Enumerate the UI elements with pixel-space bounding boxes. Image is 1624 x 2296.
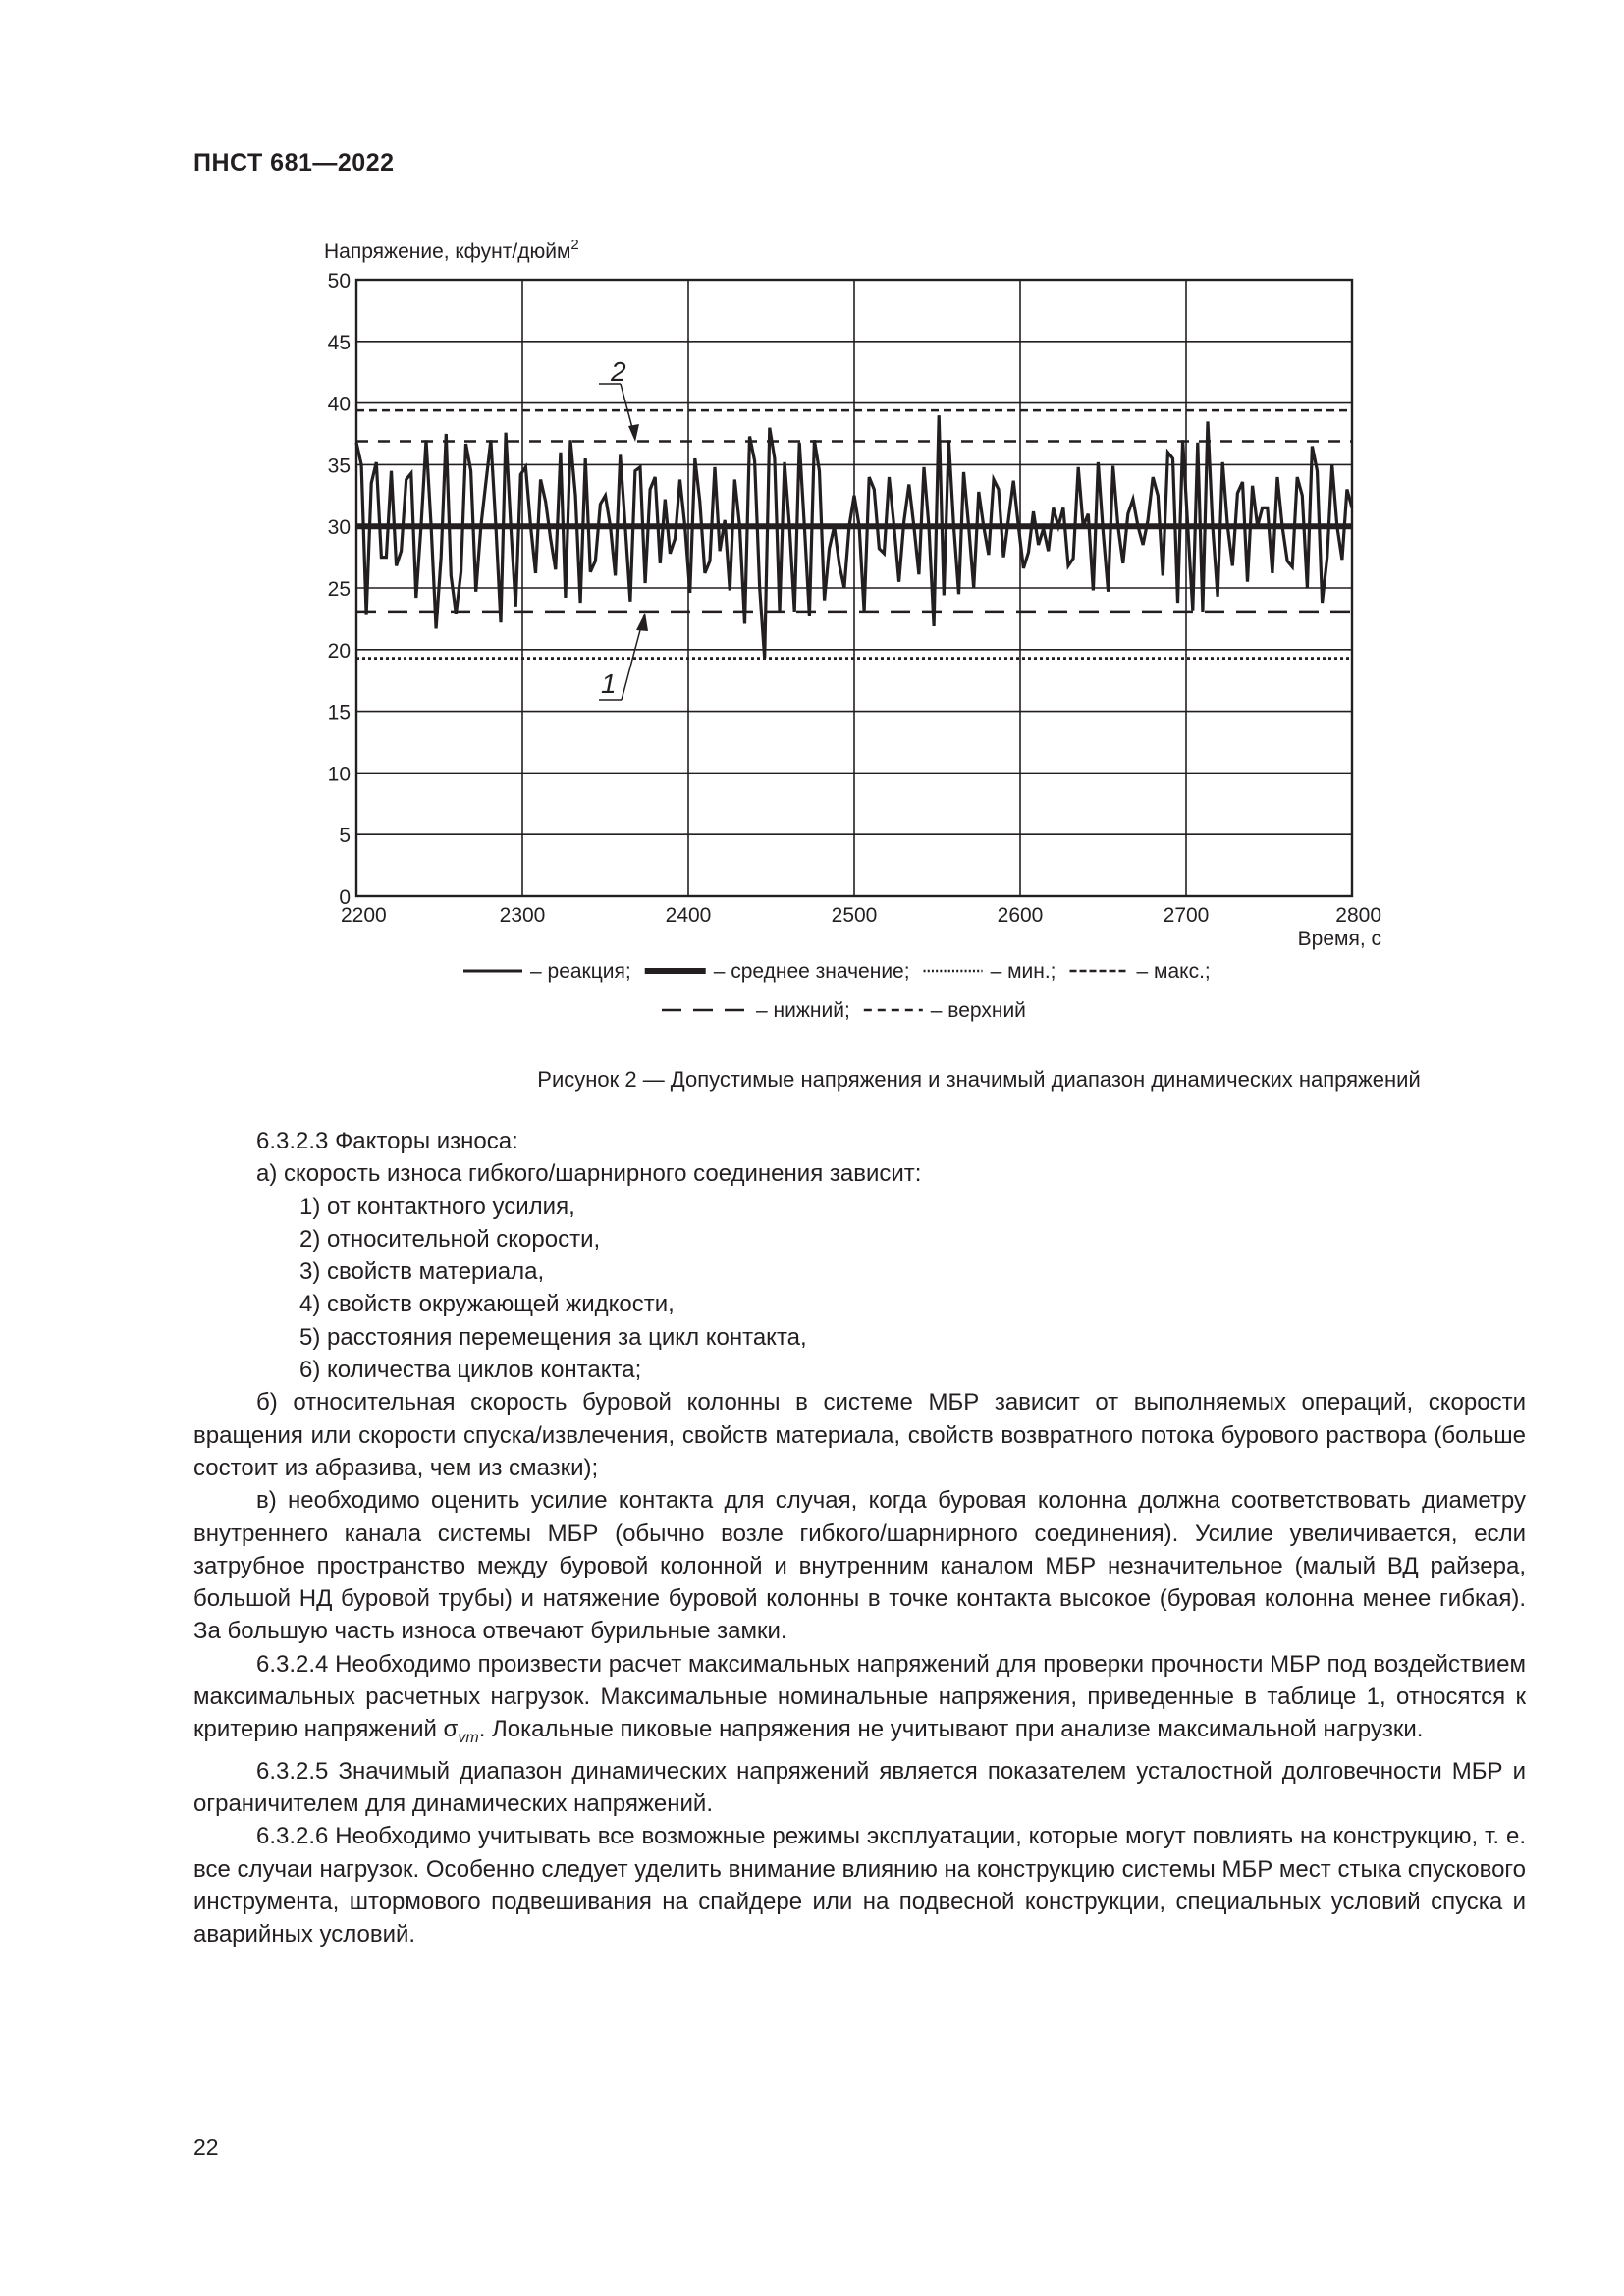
legend-label-reaction: – реакция; [530,960,631,983]
x-tick-label: 2800 [1335,904,1381,927]
x-tick-label: 2400 [665,904,712,927]
list-item: 4) свойств окружающей жидкости, [299,1291,675,1318]
x-tick-label: 2500 [831,904,878,927]
legend-label-mean: – среднее значение; [713,960,910,983]
legend-label-min: – мин.; [990,960,1056,983]
callout-2 [599,356,639,442]
y-tick-label: 40 [327,393,351,416]
legend-label-upper: – верхний [930,999,1026,1022]
document-id-header: ПНСТ 681—2022 [193,149,395,177]
paragraph-6-3-2-4: 6.3.2.4 Необходимо произвести расчет максимальных напряжений для проверки прочности МБР под воздействием максимальных расчетных нагрузок. Максимальные номинальные напряжения, приведенные в таблице 1, относятся к критерию напряжений $\sigma_{vm}$. Локальные пиковые напряжения не учитывают при анализе максимальной нагрузки. [193,1650,1526,1747]
x-tick-label: 2200 [341,904,387,927]
y-tick-label: 45 [327,331,351,354]
list-item: 6) количества циклов контакта; [299,1357,642,1384]
callout-2-arrowhead [628,424,639,442]
y-tick-label: 20 [327,639,351,663]
paragraph-item-a: а) скорость износа гибкого/шарнирного соединения зависит: [256,1160,922,1188]
legend-label-max: – макс.; [1136,960,1211,983]
y-tick-label: 35 [327,454,351,478]
y-tick-label: 50 [327,270,351,293]
x-tick-label: 2600 [997,904,1044,927]
list-item: 3) свойств материала, [299,1258,545,1286]
paragraph-item-b: б) относительная скорость буровой колонны в системе МБР зависит от выполняемых операций, скорости вращения или скорости спуска/извлечения, свойств материала, свойств возвратного потока бурового раствора (больше состоит из абразива, чем из смазки); [193,1389,1526,1481]
paragraph-item-v: в) необходимо оценить усилие контакта для случая, когда буровая колонна должна соответствовать диаметру внутреннего канала системы МБР (обычно возле гибкого/шарнирного соединения). Усилие увеличивается, если затрубное пространство между буровой колонной и внутренним каналом МБР незначительное (малый ВД райзера, большой НД буровой трубы) и натяжение буровой колонны в точке контакта высокое (буровая колонна менее гибкая). За большую часть износа отвечают бурильные замки. [193,1487,1526,1645]
y-tick-label: 15 [327,701,351,724]
body-text [193,1125,1526,1950]
y-tick-label: 10 [327,763,351,786]
chart-legend [463,960,1211,1022]
stress-chart [0,0,1624,1050]
legend-label-lower: – нижний; [756,999,850,1022]
figure-caption: Рисунок 2 — Допустимые напряжения и значимый диапазон динамических напряжений [537,1067,1421,1092]
y-axis-label: Напряжение, кфунт/дюйм$^2$ [324,237,579,263]
x-tick-label: 2300 [499,904,546,927]
callout-1-label: 1 [601,668,617,699]
y-tick-label: 25 [327,578,351,601]
paragraph-6-3-2-5: 6.3.2.5 Значимый диапазон динамических напряжений является показателем усталостной долговечности МБР и ограничителем для динамических напряжений. [193,1757,1526,1817]
x-tick-label: 2700 [1163,904,1210,927]
callout-2-label: 2 [611,356,626,387]
paragraph-6-3-2-6: 6.3.2.6 Необходимо учитывать все возможные режимы эксплуатации, которые могут повлиять на конструкцию, т. е. все случаи нагрузок. Особенно следует уделить внимание влиянию на конструкцию системы МБР мест стыка спускового инструмента, штормового подвешивания на спайдере или на подвесной конструкции, специальных условий спуска и аварийных условий. [193,1823,1526,1949]
callout-1-arrowhead [636,613,648,631]
list-item: 5) расстояния перемещения за цикл контакта, [299,1323,807,1351]
paragraph-6-3-2-3: 6.3.2.3 Факторы износа: [256,1128,518,1154]
x-axis-label: Время, с [1297,928,1381,950]
list-item: 1) от контактного усилия, [299,1193,575,1220]
y-tick-label: 30 [327,516,351,540]
y-tick-label: 0 [339,886,351,909]
list-item: 2) относительной скорости, [299,1225,601,1253]
y-tick-label: 5 [339,825,351,848]
callout-1 [599,613,648,700]
page-number: 22 [193,2134,219,2160]
